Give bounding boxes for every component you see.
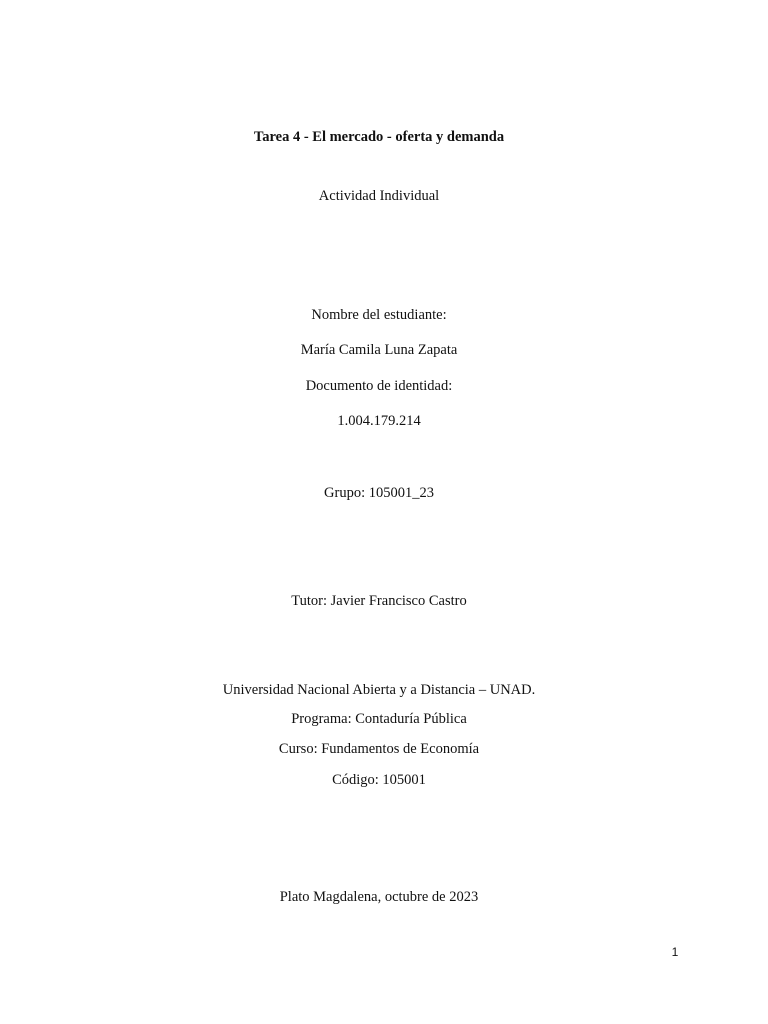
student-label: Nombre del estudiante: bbox=[311, 307, 447, 323]
page-number: 1 bbox=[671, 945, 679, 959]
id-label: Documento de identidad: bbox=[305, 378, 453, 394]
id-number: 1.004.179.214 bbox=[337, 413, 421, 429]
group: Grupo: 105001_23 bbox=[324, 485, 434, 501]
program: Programa: Contaduría Pública bbox=[291, 711, 467, 727]
university: Universidad Nacional Abierta y a Distancia – UNAD. bbox=[222, 682, 536, 698]
course-code: Código: 105001 bbox=[332, 772, 426, 788]
student-name: María Camila Luna Zapata bbox=[300, 342, 458, 358]
document-title: Tarea 4 - El mercado - oferta y demanda bbox=[253, 129, 505, 145]
tutor: Tutor: Javier Francisco Castro bbox=[291, 593, 467, 609]
course: Curso: Fundamentos de Economía bbox=[278, 741, 480, 757]
activity-type: Actividad Individual bbox=[318, 188, 440, 204]
place-date: Plato Magdalena, octubre de 2023 bbox=[279, 889, 479, 905]
